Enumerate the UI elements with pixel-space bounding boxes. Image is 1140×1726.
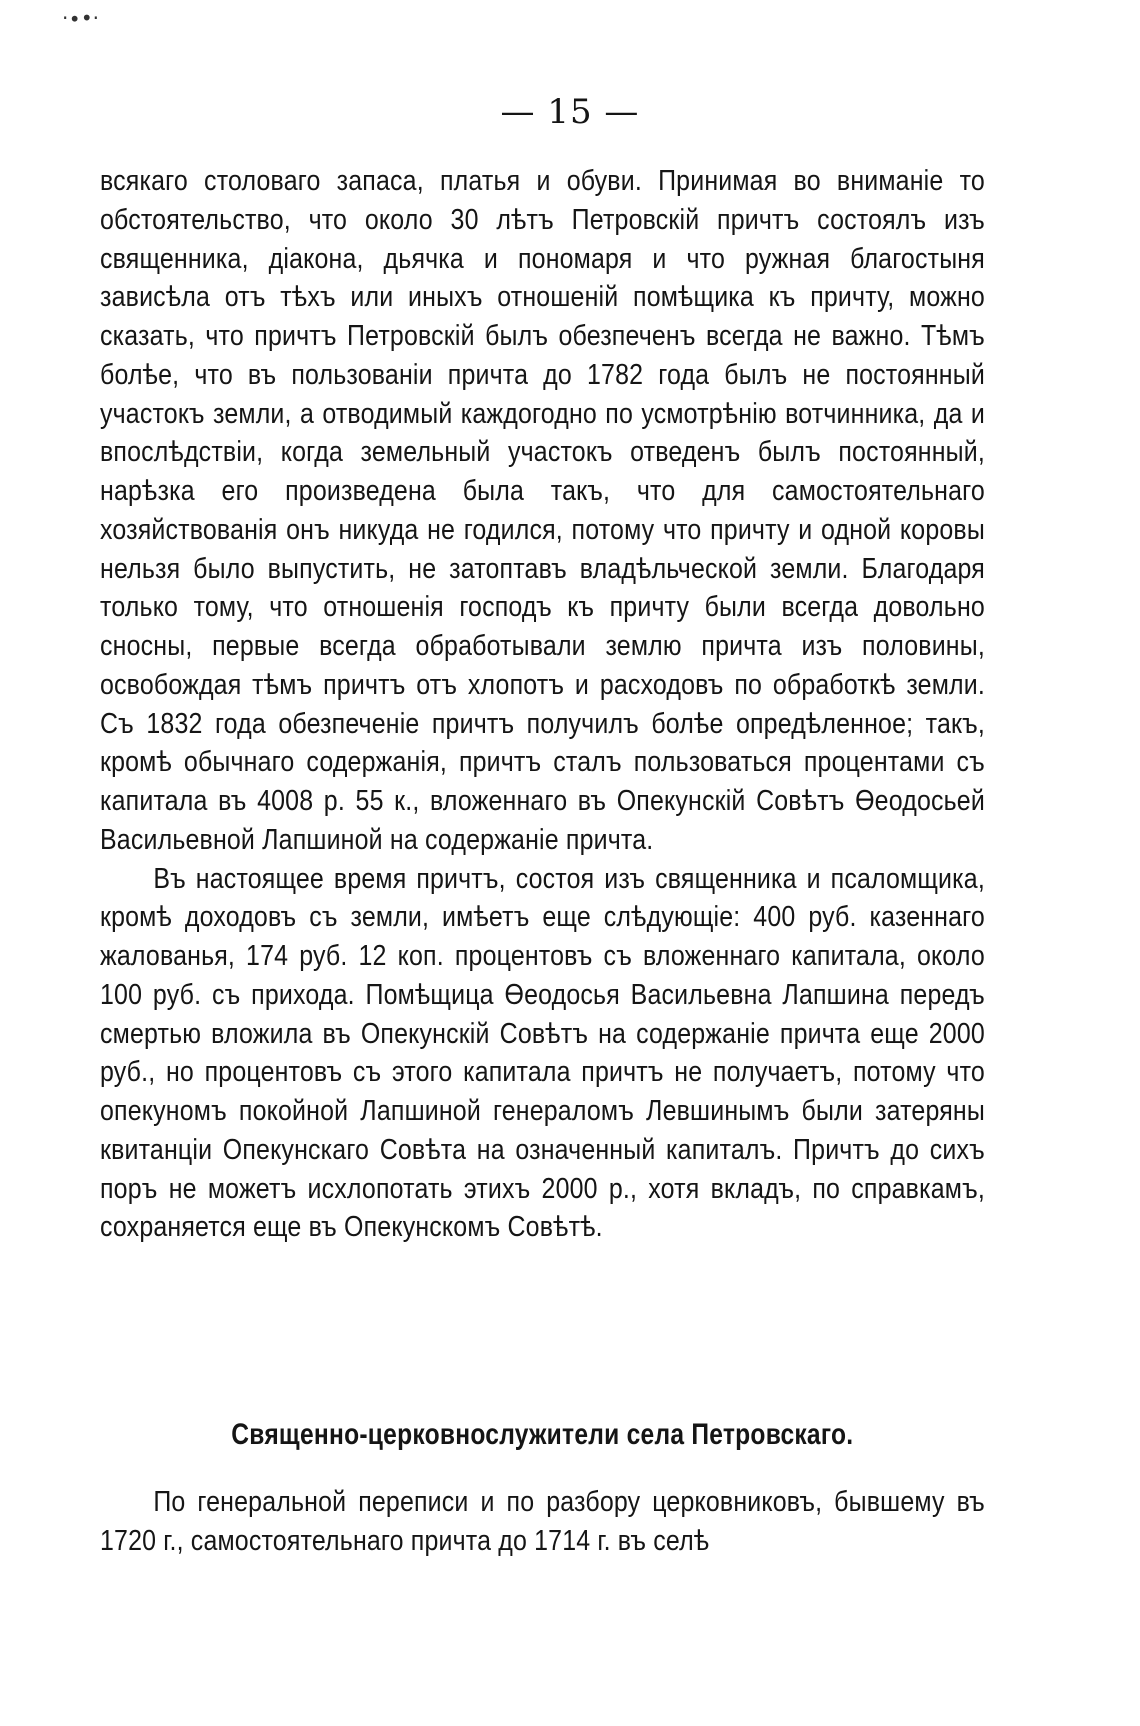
section-heading-text: Священно-церковнослужители села Петровскаго. bbox=[231, 1418, 854, 1451]
section-heading bbox=[100, 1418, 985, 1452]
section-body bbox=[100, 1483, 985, 1561]
body-text bbox=[100, 162, 985, 1247]
paragraph-2: Въ настоящее время причтъ, состоя изъ священника и псаломщика, кромѣ доходовъ съ земли, имѣетъ еще слѣдующіе: 400 руб. казеннаго жалованья, 174 руб. 12 коп. процентовъ съ вложеннаго капитала, около 100 руб. съ прихода. Помѣщица Өеодосья Васильевна Лапшина передъ смертью вложила въ Опекунскій Совѣтъ на содержаніе причта еще 2000 руб., но процентовъ съ этого капитала причтъ не получаетъ, потому что опекуномъ покойной Лапшиной генераломъ Левшинымъ были затеряны квитанціи Опекунскаго Совѣта на означенный капиталъ. Причтъ до сихъ поръ не можетъ исхлопотать этихъ 2000 р., хотя вкладъ, по справкамъ, сохраняется еще въ Опекунскомъ Совѣтѣ. bbox=[100, 862, 985, 1244]
ink-mark: ·∙•· bbox=[62, 6, 100, 30]
paragraph-1: всякаго столоваго запаса, платья и обуви. Принимая во вниманіе то обстоятельство, что около 30 лѣтъ Петровскій причтъ состоялъ изъ священника, діакона, дьячка и пономаря и что ружная благостыня зависѣла отъ тѣхъ или иныхъ отношеній помѣщика къ причту, можно сказать, что причтъ Петровскій былъ обезпеченъ всегда не важно. Тѣмъ болѣе, что въ пользованіи причта до 1782 года былъ не постоянный участокъ земли, а отводимый каждогодно по усмотрѣнію вотчинника, да и впослѣдствіи, когда земельный участокъ отведенъ былъ постоянный, нарѣзка его произведена была такъ, что для самостоятельнаго хозяйствованія онъ никуда не годился, потому что причту и одной коровы нельзя было выпустить, не затоптавъ владѣльческой земли. Благодаря только тому, что отношенія господъ къ причту были всегда довольно сносны, первые всегда обработывали землю причта изъ половины, освобождая тѣмъ причтъ отъ хлопотъ и расходовъ по обработкѣ земли. Съ 1832 года обезпеченіе причтъ получилъ болѣе опредѣленное; такъ, кромѣ обычнаго содержанія, причтъ сталъ пользоваться процентами съ капитала въ 4008 р. 55 к., вложеннаго въ Опекунскій Совѣтъ Өеодосьей Васильевной Лапшиной на содержаніе причта. bbox=[100, 165, 985, 856]
paragraph-3: По генеральной переписи и по разбору церковниковъ, бывшему въ 1720 г., самостоятельнаго причта до 1714 г. въ селѣ bbox=[100, 1486, 985, 1557]
page-number: — 15 — bbox=[500, 92, 640, 132]
